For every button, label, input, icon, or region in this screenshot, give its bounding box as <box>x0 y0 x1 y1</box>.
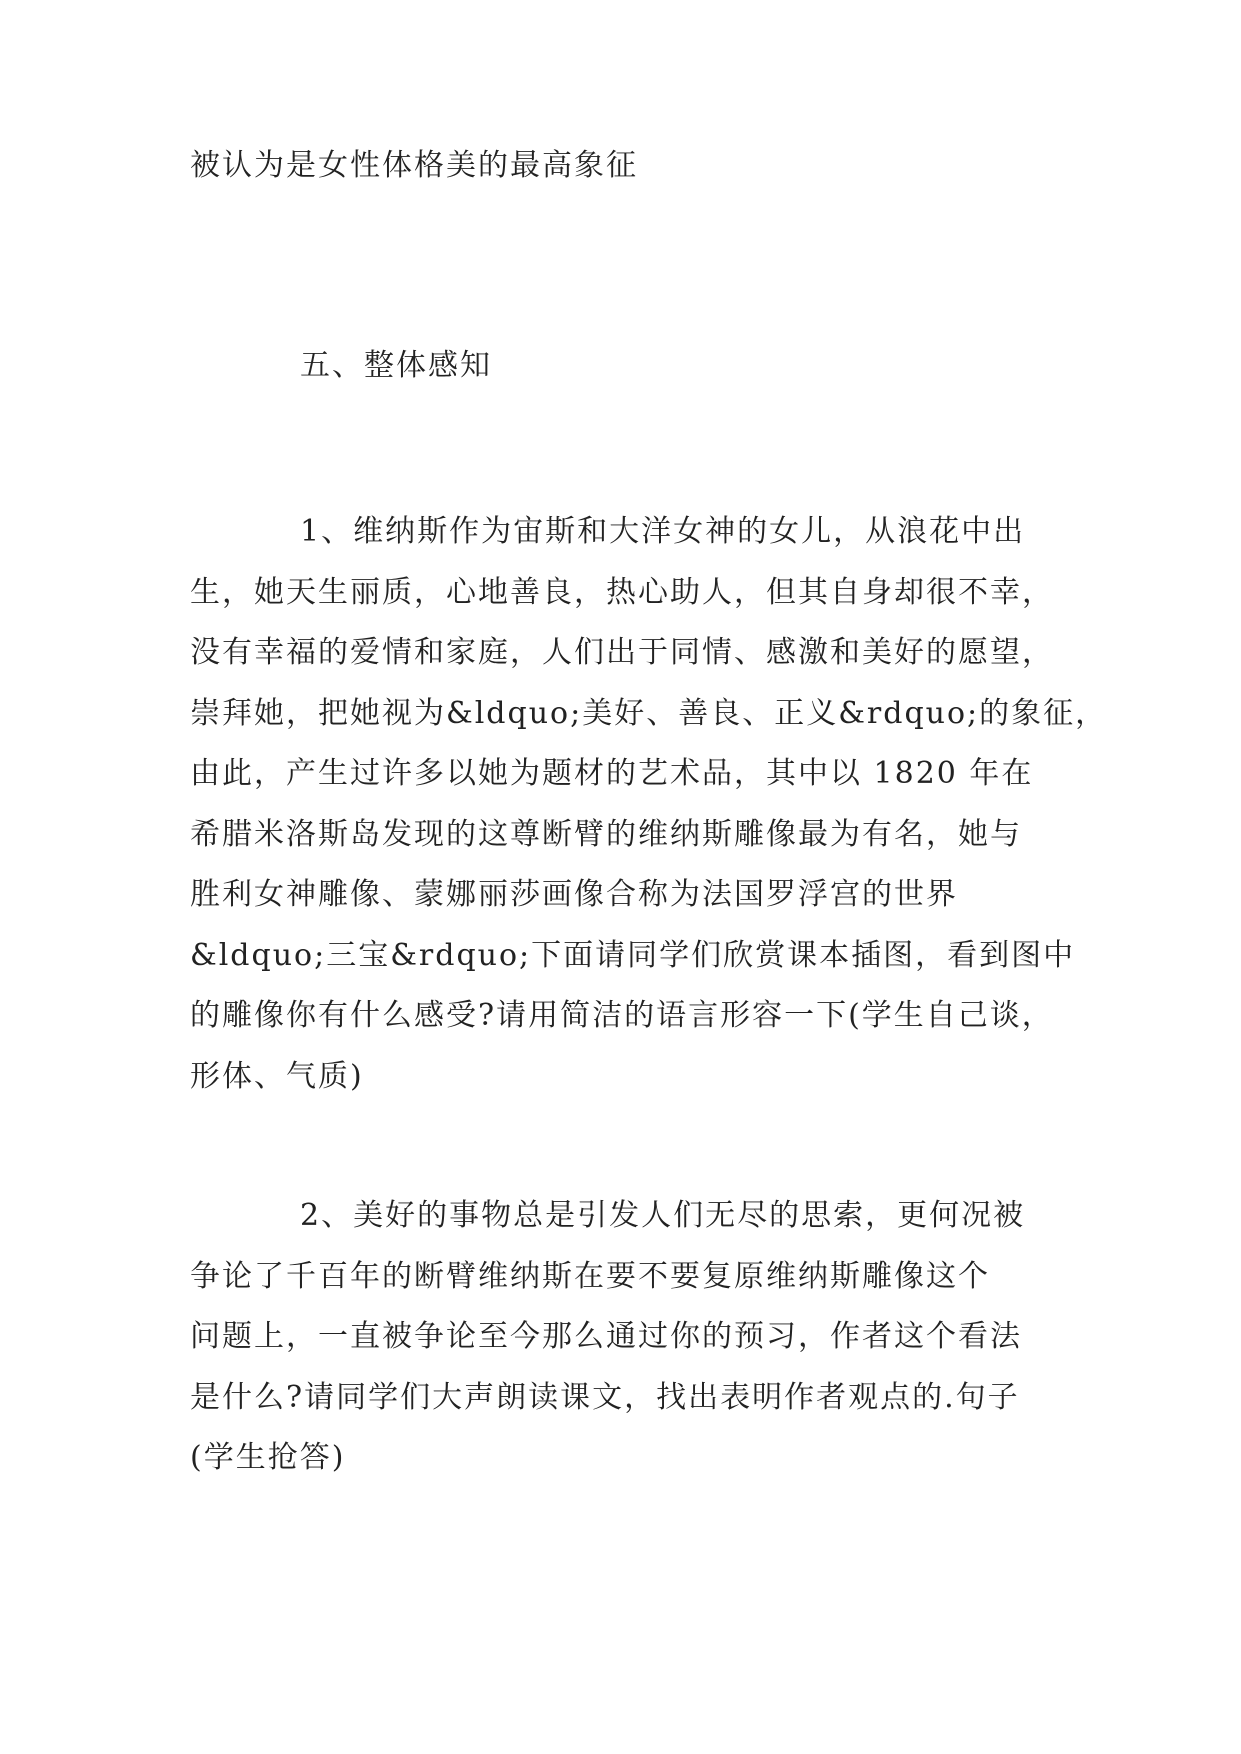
paragraph-1-line: 崇拜她，把她视为&ldquo;美好、善良、正义&rdquo;的象征， <box>190 695 1108 731</box>
paragraph-1 <box>190 502 1107 1107</box>
paragraph-1-line: 希腊米洛斯岛发现的这尊断臂的维纳斯雕像最为有名，她与 <box>190 816 1022 852</box>
paragraph-2-line: 是什么?请同学们大声朗读课文，找出表明作者观点的.句子 <box>190 1379 1020 1415</box>
paragraph-1-line: 形体、气质) <box>190 1058 364 1094</box>
paragraph-1-line: 的雕像你有什么感受?请用简洁的语言形容一下(学生自己谈， <box>190 998 1054 1033</box>
paragraph-1-line: 生，她天生丽质，心地善良，热心助人，但其自身却很不幸， <box>190 574 1054 610</box>
paragraph-1-line: 1、维纳斯作为宙斯和大洋女神的女儿，从浪花中出 <box>300 514 1026 549</box>
paragraph-2-line: (学生抢答) <box>190 1440 346 1475</box>
paragraph-2 <box>190 1186 1025 1489</box>
paragraph-1-line: &ldquo;三宝&rdquo;下面请同学们欣赏课本插图，看到图中 <box>190 937 1076 973</box>
section-heading: 五、整体感知 <box>300 348 492 383</box>
paragraph-2-line: 问题上，一直被争论至今那么通过你的预习，作者这个看法 <box>190 1319 1022 1354</box>
continuation-line: 被认为是女性体格美的最高象征 <box>190 148 638 183</box>
paragraph-1-line: 没有幸福的爱情和家庭，人们出于同情、感激和美好的愿望， <box>190 635 1054 670</box>
paragraph-1-line: 由此，产生过许多以她为题材的艺术品，其中以 1820 年在 <box>190 756 1034 791</box>
paragraph-2-line: 2、美好的事物总是引发人们无尽的思索，更何况被 <box>300 1198 1026 1233</box>
paragraph-2-line: 争论了千百年的断臂维纳斯在要不要复原维纳斯雕像这个 <box>190 1258 990 1294</box>
paragraph-1-line: 胜利女神雕像、蒙娜丽莎画像合称为法国罗浮宫的世界 <box>190 877 958 912</box>
